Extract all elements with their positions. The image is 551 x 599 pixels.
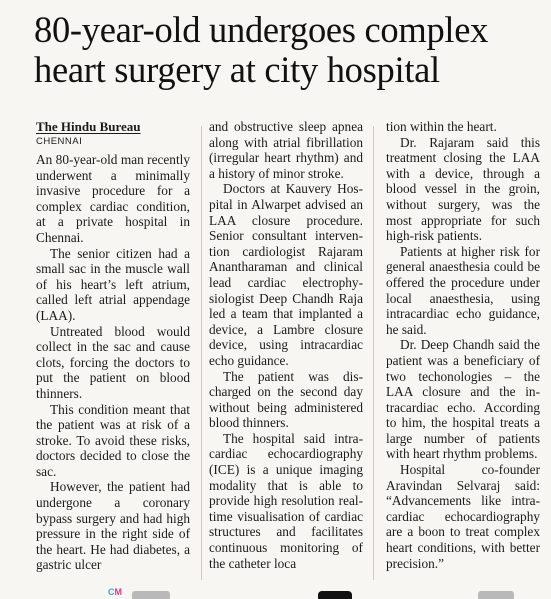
headline: 80-year-old undergoes complex heart surgery at city hospital bbox=[34, 9, 489, 90]
column-2 bbox=[209, 119, 363, 571]
paragraph: However, the patient had undergone a coronary bypass surgery and had high pressure in the right side of the heart. He had diabetes, a gastric ulcer bbox=[36, 479, 190, 573]
byline[interactable]: The Hindu Bureau bbox=[36, 119, 141, 134]
paragraph: Doctors at Kauvery Hospital in Alwarpet advised an LAA closure procedure. Senior consultant intervention cardiologist Rajaram Anantharaman and clinical lead cardiac electrophysiologist Deep Chandh Raja led a team that implanted a device, a Lambre closure device, using intracardiac echo guidance. bbox=[209, 181, 363, 368]
paragraph: The hospital said intracardiac echocardiography (ICE) is a unique imaging modality that is able to provide high resolution real-time visualisation of cardiac structures and facilitates continuous monitoring of the catheter loca bbox=[209, 430, 363, 571]
gray-tab bbox=[478, 591, 514, 599]
paragraph: The senior citizen had a small sac in the muscle wall of his heart’s left atrium, called left atrial appendage (LAA). bbox=[36, 245, 190, 323]
paragraph: Hospital co-founder Aravindan Selvaraj said: “Advancements like intracardiac echocardiography are a boon to treat complex heart conditions, with better precision.” bbox=[386, 462, 540, 571]
column-3 bbox=[386, 119, 540, 571]
black-tab bbox=[318, 591, 352, 599]
paragraph: Patients at higher risk for general anaesthesia could be offered the procedure under local anaesthesia, using intracardiac echo guidance, he said. bbox=[386, 243, 540, 337]
page-footer bbox=[0, 587, 551, 599]
dateline: CHENNAI bbox=[36, 136, 83, 147]
paragraph: An 80-year-old man recently underwent a minimally invasive procedure for a complex cardiac condition, at a private hospital in Chennai. bbox=[36, 152, 190, 245]
paragraph: This condition meant that the patient was at risk of a stroke. To avoid these risks, doctors decided to close the sac. bbox=[36, 401, 190, 479]
column-rule bbox=[201, 126, 202, 580]
color-registration-mark: CM bbox=[108, 587, 122, 597]
paragraph: and obstructive sleep apnea along with atrial fibrillation (irregular heart rhythm) and a history of minor stroke. bbox=[209, 119, 363, 181]
paragraph: Dr. Deep Chandh said the patient was a beneficiary of two techonologies – the LAA closure and the intracardiac echo. According to him, the hospital treats a large number of patients with heart rhythm problems. bbox=[386, 337, 540, 462]
paragraph: Untreated blood would collect in the sac and cause clots, forcing the doctors to put the patient on blood thinners. bbox=[36, 323, 190, 401]
gray-tab bbox=[132, 591, 170, 599]
paragraph: tion within the heart. bbox=[386, 119, 497, 134]
column-rule bbox=[373, 126, 374, 580]
paragraph: Dr. Rajaram said this treatment closing the LAA with a device, through a blood vessel in the groin, without surgery, was the most appropriate for such high-risk patients. bbox=[386, 134, 540, 244]
paragraph: The patient was discharged on the second day without being administered blood thinners. bbox=[209, 368, 363, 431]
column-1 bbox=[36, 119, 190, 573]
